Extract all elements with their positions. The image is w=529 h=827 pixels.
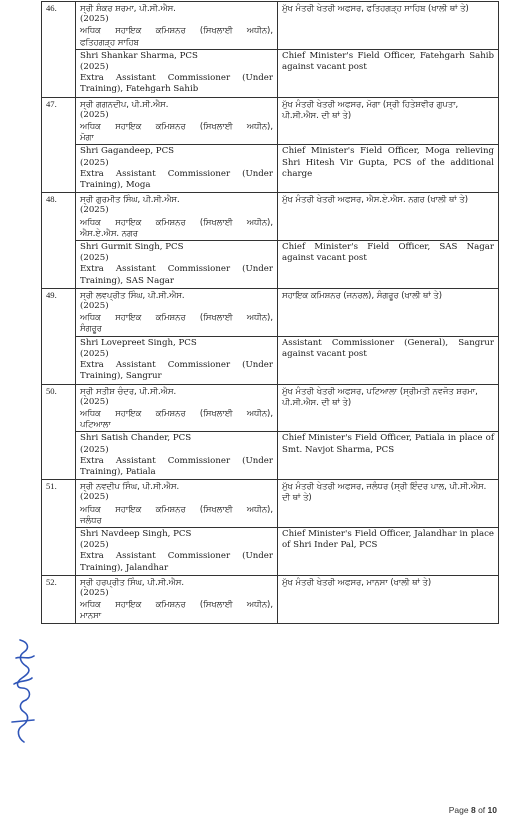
serial-number: 47. bbox=[46, 98, 57, 109]
table-row bbox=[42, 145, 499, 193]
designation-punjabi: ਅਧਿਕ ਸਹਾਇਕ ਕਮਿਸ਼ਨਰ (ਸਿਖਲਾਈ ਅਧੀਨ), bbox=[80, 503, 273, 514]
table-row bbox=[42, 49, 499, 97]
serial-cell bbox=[42, 288, 76, 384]
batch-year: (2025) bbox=[80, 396, 109, 407]
designation-punjabi: ਅਧਿਕ ਸਹਾਇਕ ਕਮਿਸ਼ਨਰ (ਸਿਖਲਾਈ ਅਧੀਨ), bbox=[80, 599, 273, 610]
officer-cell-punjabi bbox=[76, 384, 278, 432]
table-row bbox=[42, 384, 499, 432]
serial-cell bbox=[42, 97, 76, 193]
location-punjabi: ਸੰਗਰੂਰ bbox=[80, 323, 102, 334]
officer-name-english: Shri Navdeep Singh, PCS bbox=[80, 528, 192, 539]
location-english: Training), Patiala bbox=[80, 466, 156, 477]
batch-year: (2025) bbox=[80, 587, 109, 598]
officer-name-punjabi: ਸ੍ਰੀ ਲਵਪ੍ਰੀਤ ਸਿੰਘ, ਪੀ.ਸੀ.ਐਸ. bbox=[80, 289, 185, 300]
designation-english: Extra Assistant Commissioner (Under bbox=[80, 168, 273, 179]
location-english: Training), SAS Nagar bbox=[80, 275, 174, 286]
designation-english: Extra Assistant Commissioner (Under bbox=[80, 73, 273, 84]
serial-cell bbox=[42, 2, 76, 98]
officer-name-punjabi: ਸ੍ਰੀ ਗੁਰਮੀਤ ਸਿੰਘ, ਪੀ.ਸੀ.ਐਸ. bbox=[80, 194, 180, 205]
page-total: 10 bbox=[487, 805, 497, 815]
batch-year: (2025) bbox=[80, 348, 109, 359]
officer-cell-punjabi bbox=[76, 97, 278, 145]
serial-number: 46. bbox=[46, 3, 57, 13]
batch-year: (2025) bbox=[80, 109, 109, 120]
page-of: of bbox=[478, 805, 486, 815]
posting-punjabi: ਸਹਾਇਕ ਕਮਿਸ਼ਨਰ (ਜਨਰਲ), ਸੰਗਰੂਰ (ਖਾਲੀ ਥਾਂ ਤੇ) bbox=[282, 289, 443, 300]
posting-cell-english bbox=[278, 241, 499, 289]
table-row bbox=[42, 480, 499, 528]
handwritten-signature-icon bbox=[4, 630, 40, 750]
table-row bbox=[42, 97, 499, 145]
posting-english: Chief Minister's Field Officer, Moga relieving Shri Hitesh Vir Gupta, PCS of the additional charge bbox=[282, 146, 494, 179]
serial-number: 52. bbox=[46, 576, 57, 587]
designation-punjabi: ਅਧਿਕ ਸਹਾਇਕ ਕਮਿਸ਼ਨਰ (ਸਿਖਲਾਈ ਅਧੀਨ), bbox=[80, 312, 273, 323]
table-row bbox=[42, 432, 499, 480]
posting-cell-english bbox=[278, 145, 499, 193]
batch-year: (2025) bbox=[80, 301, 109, 312]
designation-punjabi: ਅਧਿਕ ਸਹਾਇਕ ਕਮਿਸ਼ਨਰ (ਸਿਖਲਾਈ ਅਧੀਨ), bbox=[80, 25, 273, 36]
location-punjabi: ਪਟਿਆਲਾ bbox=[80, 419, 111, 430]
table-row bbox=[42, 241, 499, 289]
table-row bbox=[42, 575, 499, 623]
officer-cell-english bbox=[76, 432, 278, 480]
posting-cell-english bbox=[278, 527, 499, 575]
officer-name-english: Shri Gurmit Singh, PCS bbox=[80, 242, 184, 253]
posting-punjabi: ਮੁੱਖ ਮੰਤਰੀ ਖੇਤਰੀ ਅਫਸਰ, ਫਤਿਹਗੜ੍ਹ ਸਾਹਿਬ (ਖਾਲੀ ਥਾਂ ਤੇ) bbox=[282, 3, 469, 13]
officer-name-punjabi: ਸ੍ਰੀ ਸ਼ੰਕਰ ਸ਼ਰਮਾ, ਪੀ.ਸੀ.ਐਸ. bbox=[80, 3, 176, 13]
batch-year: (2025) bbox=[80, 492, 109, 503]
officer-name-punjabi: ਸ੍ਰੀ ਗਗਨਦੀਪ, ਪੀ.ਸੀ.ਐਸ. bbox=[80, 98, 169, 109]
posting-english: Chief Minister's Field Officer, Jalandhar in place of Shri Inder Pal, PCS bbox=[282, 528, 494, 551]
posting-cell-punjabi bbox=[278, 480, 499, 528]
location-english: Training), Jalandhar bbox=[80, 562, 169, 573]
posting-cell-punjabi bbox=[278, 384, 499, 432]
location-punjabi: ਜਲੰਧਰ bbox=[80, 514, 102, 525]
batch-year: (2025) bbox=[80, 14, 109, 25]
officer-name-punjabi: ਸ੍ਰੀ ਨਵਦੀਪ ਸਿੰਘ, ਪੀ.ਸੀ.ਐਸ. bbox=[80, 481, 180, 492]
batch-year: (2025) bbox=[80, 253, 109, 264]
officer-cell-punjabi bbox=[76, 2, 278, 50]
designation-punjabi: ਅਧਿਕ ਸਹਾਇਕ ਕਮਿਸ਼ਨਰ (ਸਿਖਲਾਈ ਅਧੀਨ), bbox=[80, 121, 273, 132]
posting-english: Chief Minister's Field Officer, Fatehgarh Sahib against vacant post bbox=[282, 50, 494, 73]
table-row bbox=[42, 288, 499, 336]
posting-english: Chief Minister's Field Officer, Patiala in place of Smt. Navjot Sharma, PCS bbox=[282, 433, 494, 455]
serial-cell bbox=[42, 193, 76, 289]
posting-cell-punjabi bbox=[278, 288, 499, 336]
page-footer bbox=[449, 805, 497, 815]
designation-english: Extra Assistant Commissioner (Under bbox=[80, 360, 273, 371]
posting-punjabi: ਮੁੱਖ ਮੰਤਰੀ ਖੇਤਰੀ ਅਫਸਰ, ਮਾਨਸਾ (ਖਾਲੀ ਥਾਂ ਤੇ) bbox=[282, 576, 432, 587]
officer-name-punjabi: ਸ੍ਰੀ ਸਤੀਸ਼ ਚੰਦਰ, ਪੀ.ਸੀ.ਐਸ. bbox=[80, 385, 177, 396]
posting-cell-english bbox=[278, 49, 499, 97]
designation-punjabi: ਅਧਿਕ ਸਹਾਇਕ ਕਮਿਸ਼ਨਰ (ਸਿਖਲਾਈ ਅਧੀਨ), bbox=[80, 407, 273, 418]
posting-punjabi: ਮੁੱਖ ਮੰਤਰੀ ਖੇਤਰੀ ਅਫਸਰ, ਮੋਗਾ (ਸ੍ਰੀ ਹਿਤੇਸ਼ਵੀਰ ਗੁਪਤਾ, ਪੀ.ਸੀ.ਐਸ. ਦੀ ਥਾਂ ਤੇ) bbox=[282, 98, 459, 120]
officer-name-english: Shri Satish Chander, PCS bbox=[80, 433, 192, 444]
location-english: Training), Moga bbox=[80, 180, 151, 191]
posting-cell-english bbox=[278, 336, 499, 384]
officer-name-english: Shri Lovepreet Singh, PCS bbox=[80, 337, 197, 348]
serial-cell bbox=[42, 575, 76, 623]
batch-year: (2025) bbox=[80, 205, 109, 216]
page-label: Page bbox=[448, 805, 469, 815]
designation-english: Extra Assistant Commissioner (Under bbox=[80, 551, 273, 562]
page-number: 8 bbox=[470, 805, 476, 815]
officer-cell-english bbox=[76, 145, 278, 193]
posting-punjabi: ਮੁੱਖ ਮੰਤਰੀ ਖੇਤਰੀ ਅਫਸਰ, ਜਲੰਧਰ (ਸ੍ਰੀ ਇੰਦਰ ਪਾਲ, ਪੀ.ਸੀ.ਐਸ. ਦੀ ਥਾਂ ਤੇ) bbox=[282, 481, 487, 503]
posting-punjabi: ਮੁੱਖ ਮੰਤਰੀ ਖੇਤਰੀ ਅਫਸਰ, ਐਸ.ਏ.ਐਸ. ਨਗਰ (ਖਾਲੀ ਥਾਂ ਤੇ) bbox=[282, 194, 468, 205]
location-english: Training), Fatehgarh Sahib bbox=[80, 84, 199, 95]
officer-cell-punjabi bbox=[76, 193, 278, 241]
posting-english: Assistant Commissioner (General), Sangrur against vacant post bbox=[282, 337, 494, 359]
location-punjabi: ਮੋਗਾ bbox=[80, 132, 94, 143]
officer-name-english: Shri Gagandeep, PCS bbox=[80, 146, 175, 157]
designation-punjabi: ਅਧਿਕ ਸਹਾਇਕ ਕਮਿਸ਼ਨਰ (ਸਿਖਲਾਈ ਅਧੀਨ), bbox=[80, 216, 273, 227]
location-punjabi: ਐਸ.ਏ.ਐਸ. ਨਗਰ bbox=[80, 227, 138, 238]
serial-number: 51. bbox=[46, 481, 57, 492]
officer-cell-english bbox=[76, 336, 278, 384]
table-row bbox=[42, 2, 499, 50]
officer-cell-punjabi bbox=[76, 288, 278, 336]
batch-year: (2025) bbox=[80, 540, 109, 551]
posting-cell-english bbox=[278, 432, 499, 480]
location-english: Training), Sangrur bbox=[80, 371, 162, 382]
batch-year: (2025) bbox=[80, 444, 109, 455]
posting-cell-punjabi bbox=[278, 97, 499, 145]
table-row bbox=[42, 336, 499, 384]
serial-number: 49. bbox=[46, 289, 57, 300]
officer-cell-english bbox=[76, 527, 278, 575]
postings-table bbox=[41, 1, 499, 624]
posting-cell-punjabi bbox=[278, 193, 499, 241]
posting-cell-punjabi bbox=[278, 2, 499, 50]
designation-english: Extra Assistant Commissioner (Under bbox=[80, 455, 273, 466]
serial-cell bbox=[42, 480, 76, 576]
serial-cell bbox=[42, 384, 76, 480]
officer-name-punjabi: ਸ੍ਰੀ ਹਰਪ੍ਰੀਤ ਸਿੰਘ, ਪੀ.ਸੀ.ਐਸ. bbox=[80, 576, 185, 587]
serial-number: 48. bbox=[46, 194, 57, 205]
batch-year: (2025) bbox=[80, 62, 109, 73]
batch-year: (2025) bbox=[80, 157, 109, 168]
table-row bbox=[42, 193, 499, 241]
posting-punjabi: ਮੁੱਖ ਮੰਤਰੀ ਖੇਤਰੀ ਅਫਸਰ, ਪਟਿਆਲਾ (ਸ੍ਰੀਮਤੀ ਨਵਜੋਤ ਸ਼ਰਮਾ, ਪੀ.ਸੀ.ਐਸ. ਦੀ ਥਾਂ ਤੇ) bbox=[282, 385, 478, 407]
table-row bbox=[42, 527, 499, 575]
designation-english: Extra Assistant Commissioner (Under bbox=[80, 264, 273, 275]
officer-cell-english bbox=[76, 241, 278, 289]
location-punjabi: ਮਾਨਸਾ bbox=[80, 610, 102, 621]
officer-cell-punjabi bbox=[76, 480, 278, 528]
serial-number: 50. bbox=[46, 385, 57, 396]
posting-english: Chief Minister's Field Officer, SAS Nagar against vacant post bbox=[282, 242, 494, 264]
officer-name-english: Shri Shankar Sharma, PCS bbox=[80, 50, 198, 61]
posting-cell-punjabi bbox=[278, 575, 499, 623]
location-punjabi: ਫਤਿਹਗੜ੍ਹ ਸਾਹਿਬ bbox=[80, 36, 139, 47]
officer-cell-punjabi bbox=[76, 575, 278, 623]
officer-cell-english bbox=[76, 49, 278, 97]
